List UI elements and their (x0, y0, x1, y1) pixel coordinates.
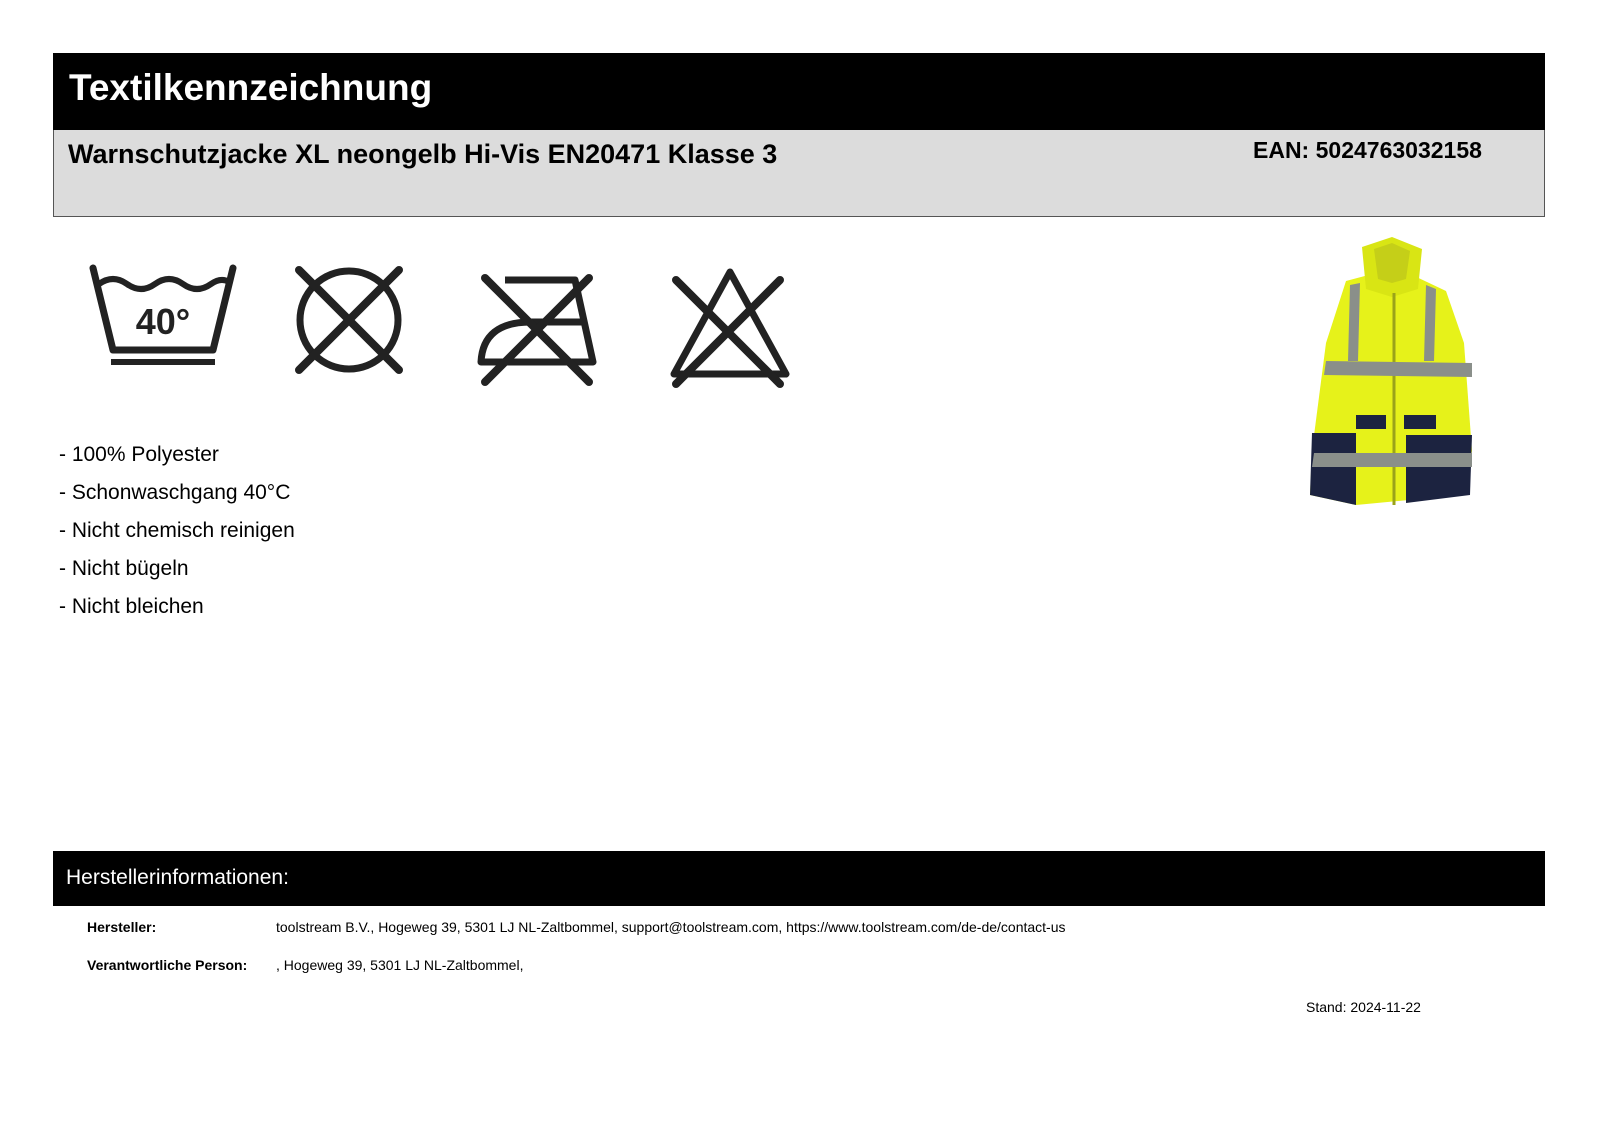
responsible-person-label: Verantwortliche Person: (87, 957, 248, 973)
title-bar (53, 53, 1545, 130)
responsible-person-value: , Hogeweg 39, 5301 LJ NL-Zaltbommel, (276, 957, 524, 973)
list-item: - 100% Polyester (59, 443, 219, 466)
list-item: - Schonwaschgang 40°C (59, 481, 291, 504)
wash-40-icon (89, 262, 237, 372)
list-item: - Nicht chemisch reinigen (59, 519, 295, 542)
care-instructions-list (59, 436, 295, 626)
document-date: Stand: 2024-11-22 (1306, 999, 1421, 1015)
product-bar (53, 130, 1545, 217)
list-item: - Nicht bleichen (59, 595, 204, 618)
no-bleach-icon (668, 266, 792, 390)
manufacturer-header (53, 851, 1545, 906)
wash-temperature-label: 40° (135, 301, 191, 342)
manufacturer-value: toolstream B.V., Hogeweg 39, 5301 LJ NL-Zaltbommel, support@toolstream.com, https://www.toolstream.com/de-de/contact-us (276, 919, 1066, 935)
ean-code: EAN: 5024763032158 (1253, 137, 1482, 163)
page-title: Textilkennzeichnung (69, 67, 433, 108)
no-dry-clean-icon (293, 264, 405, 376)
manufacturer-section-title: Herstellerinformationen: (66, 866, 289, 889)
hi-vis-jacket-image (1296, 233, 1486, 518)
list-item: - Nicht bügeln (59, 557, 189, 580)
manufacturer-label: Hersteller: (87, 919, 157, 935)
product-name: Warnschutzjacke XL neongelb Hi-Vis EN20471 Klasse 3 (68, 139, 778, 169)
no-iron-icon (475, 270, 609, 390)
